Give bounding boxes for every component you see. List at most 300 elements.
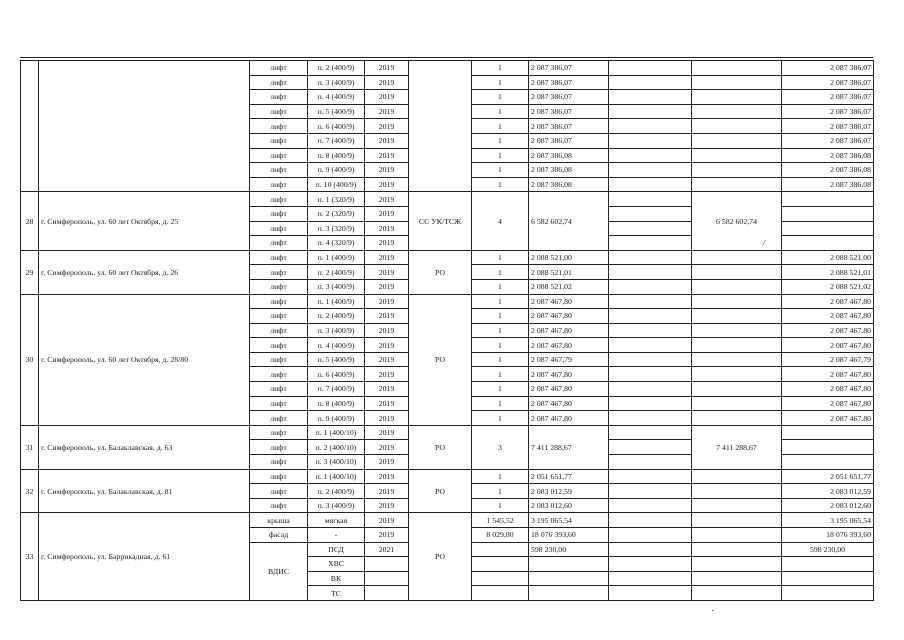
empty-cell (529, 557, 609, 572)
qty-cell: 1 (472, 250, 529, 265)
qty-cell: 1 (472, 498, 529, 513)
cost-cell: 2 083 012,60 (529, 498, 609, 513)
extra-cost-cell: 6 582 602,74 / (692, 192, 782, 250)
method-cell: РО (409, 425, 472, 469)
empty-cell (692, 148, 782, 163)
method-cell: РО (409, 294, 472, 425)
address-cell: г. Симферополь, ул. 60 лет Октября, д. 28/80 (39, 294, 250, 425)
method-cell (409, 61, 472, 192)
qty-cell: 1 (472, 323, 529, 338)
empty-cell (692, 90, 782, 105)
empty-cell (782, 571, 874, 586)
year-cell: 2019 (365, 425, 409, 440)
empty-cell (609, 177, 692, 192)
empty-cell (782, 425, 874, 440)
unit-cell: п. 3 (400/9) (308, 498, 365, 513)
work-type-cell: лифт (250, 396, 308, 411)
empty-cell (472, 542, 529, 557)
work-type-cell: лифт (250, 352, 308, 367)
number-cell: 30 (21, 294, 39, 425)
empty-cell (692, 484, 782, 499)
unit-cell: п. 6 (400/9) (308, 119, 365, 134)
empty-cell (609, 440, 692, 455)
empty-cell (609, 75, 692, 90)
unit-cell: ВК (308, 571, 365, 586)
total-cell: 2 087 386,07 (782, 75, 874, 90)
empty-cell (609, 411, 692, 426)
cost-cell: 2 088 521,02 (529, 279, 609, 294)
work-type-cell: лифт (250, 206, 308, 221)
empty-cell (782, 236, 874, 251)
cost-cell: 7 411 288,67 (529, 425, 609, 469)
empty-cell (782, 586, 874, 601)
empty-cell (609, 104, 692, 119)
empty-cell (529, 571, 609, 586)
empty-cell (609, 265, 692, 280)
number-cell: 28 (21, 192, 39, 250)
empty-cell (609, 221, 692, 236)
total-cell: 2 087 386,08 (782, 177, 874, 192)
year-cell: 2019 (365, 367, 409, 382)
empty-cell (692, 498, 782, 513)
work-type-cell: лифт (250, 382, 308, 397)
table-row (21, 61, 874, 76)
qty-cell: 1 (472, 367, 529, 382)
empty-cell (609, 148, 692, 163)
cost-cell: 2 087 467,80 (529, 382, 609, 397)
year-cell: 2019 (365, 352, 409, 367)
empty-cell (692, 586, 782, 601)
unit-cell: п. 1 (320/9) (308, 192, 365, 207)
empty-cell (782, 455, 874, 470)
unit-cell: п. 1 (400/10) (308, 469, 365, 484)
unit-cell: п. 2 (320/9) (308, 206, 365, 221)
empty-cell (692, 382, 782, 397)
year-cell: 2019 (365, 338, 409, 353)
work-type-cell: лифт (250, 90, 308, 105)
qty-cell: 1 (472, 177, 529, 192)
empty-cell (692, 338, 782, 353)
total-cell: 2 087 386,08 (782, 148, 874, 163)
top-rule (20, 57, 873, 58)
empty-cell (609, 586, 692, 601)
work-type-cell: лифт (250, 279, 308, 294)
method-cell: РО (409, 513, 472, 601)
address-cell: г. Симферополь, ул. 60 лет Октября, д. 26 (39, 250, 250, 294)
work-type-cell: лифт (250, 323, 308, 338)
total-cell: 2 088 521,00 (782, 250, 874, 265)
empty-cell (365, 586, 409, 601)
total-cell: 2 087 467,80 (782, 396, 874, 411)
unit-cell: ТС (308, 586, 365, 601)
total-cell: 2 087 467,80 (782, 294, 874, 309)
empty-cell (609, 542, 692, 557)
empty-cell (609, 469, 692, 484)
qty-cell: 1 (472, 90, 529, 105)
unit-cell: п. 4 (400/9) (308, 90, 365, 105)
empty-cell (782, 206, 874, 221)
empty-cell (692, 411, 782, 426)
cost-cell: 2 051 651,77 (529, 469, 609, 484)
unit-cell: п. 2 (400/10) (308, 440, 365, 455)
qty-cell: 4 (472, 192, 529, 250)
year-cell: 2019 (365, 469, 409, 484)
year-cell: 2019 (365, 133, 409, 148)
unit-cell: п. 6 (400/9) (308, 367, 365, 382)
work-type-cell: лифт (250, 61, 308, 76)
year-cell: 2019 (365, 163, 409, 178)
empty-cell (692, 250, 782, 265)
cost-cell: 3 195 065,54 (529, 513, 609, 528)
unit-cell: ХВС (308, 557, 365, 572)
empty-cell (692, 323, 782, 338)
total-cell: 2 087 386,07 (782, 104, 874, 119)
empty-cell (609, 382, 692, 397)
total-cell: 2 088 521,02 (782, 279, 874, 294)
unit-cell: п. 4 (320/9) (308, 236, 365, 251)
year-cell: 2019 (365, 206, 409, 221)
qty-cell: 1 (472, 163, 529, 178)
number-cell: 32 (21, 469, 39, 513)
cost-cell: 2 087 386,07 (529, 104, 609, 119)
year-cell: 2019 (365, 440, 409, 455)
total-cell: 2 087 467,80 (782, 382, 874, 397)
empty-cell (609, 163, 692, 178)
year-cell: 2019 (365, 250, 409, 265)
unit-cell: п. 10 (400/9) (308, 177, 365, 192)
empty-cell (692, 571, 782, 586)
qty-cell: 1 (472, 484, 529, 499)
empty-cell (692, 469, 782, 484)
empty-cell (609, 571, 692, 586)
empty-cell (692, 61, 782, 76)
unit-cell: п. 3 (400/9) (308, 323, 365, 338)
table-row (21, 192, 874, 207)
empty-cell (692, 309, 782, 324)
cost-cell: 2 087 386,07 (529, 90, 609, 105)
empty-cell (472, 557, 529, 572)
empty-cell (472, 586, 529, 601)
table-row (21, 513, 874, 528)
cost-cell: 18 076 393,60 (529, 528, 609, 543)
total-cell: 2 087 386,08 (782, 163, 874, 178)
unit-cell: п. 1 (400/9) (308, 250, 365, 265)
cost-cell: 598 230,00 (529, 542, 609, 557)
qty-cell: 1 (472, 75, 529, 90)
empty-cell (692, 265, 782, 280)
qty-cell: 1 (472, 265, 529, 280)
cost-cell: 2 087 467,80 (529, 294, 609, 309)
address-cell (39, 61, 250, 192)
year-cell: 2019 (365, 61, 409, 76)
year-cell: 2019 (365, 396, 409, 411)
total-cell: 2 083 012,59 (782, 484, 874, 499)
empty-cell (692, 133, 782, 148)
total-cell: 2 087 467,80 (782, 411, 874, 426)
table-row (21, 250, 874, 265)
empty-cell (609, 425, 692, 440)
empty-cell (609, 513, 692, 528)
cost-cell: 2 087 386,08 (529, 148, 609, 163)
empty-cell (692, 557, 782, 572)
year-cell: 2019 (365, 148, 409, 163)
year-cell: 2019 (365, 294, 409, 309)
total-cell: 2 087 386,07 (782, 133, 874, 148)
cost-cell: 2 087 467,79 (529, 352, 609, 367)
work-type-cell: ВДИС (250, 542, 308, 600)
total-cell: 18 076 393,60 (782, 528, 874, 543)
cost-cell: 2 087 467,80 (529, 338, 609, 353)
work-type-cell: лифт (250, 250, 308, 265)
total-cell: 2 083 012,60 (782, 498, 874, 513)
empty-cell (692, 163, 782, 178)
table-row (21, 294, 874, 309)
year-cell: 2019 (365, 221, 409, 236)
empty-cell (692, 177, 782, 192)
unit-cell: п. 8 (400/9) (308, 148, 365, 163)
qty-cell: 1 (472, 338, 529, 353)
empty-cell (609, 133, 692, 148)
cost-cell: 2 088 521,00 (529, 250, 609, 265)
qty-cell: 3 (472, 425, 529, 469)
work-type-cell: фасад (250, 528, 308, 543)
unit-cell: мягкая (308, 513, 365, 528)
total-cell: 2 087 467,80 (782, 309, 874, 324)
empty-cell (609, 61, 692, 76)
total-cell: 3 195 065,54 (782, 513, 874, 528)
unit-cell: п. 3 (400/9) (308, 279, 365, 294)
qty-cell: 1 (472, 279, 529, 294)
unit-cell: п. 4 (400/9) (308, 338, 365, 353)
method-cell: РО (409, 469, 472, 513)
table-row (21, 425, 874, 440)
empty-cell (472, 571, 529, 586)
empty-cell (692, 396, 782, 411)
cost-cell: 2 087 467,80 (529, 411, 609, 426)
total-cell: 2 051 651,77 (782, 469, 874, 484)
qty-cell: 1 (472, 469, 529, 484)
address-cell: г. Симферополь, ул. Балаклавская, д. 63 (39, 425, 250, 469)
work-type-cell: лифт (250, 75, 308, 90)
unit-cell: п. 3 (400/10) (308, 455, 365, 470)
unit-cell: п. 7 (400/9) (308, 133, 365, 148)
empty-cell (609, 294, 692, 309)
work-type-cell: лифт (250, 338, 308, 353)
unit-cell: п. 5 (400/9) (308, 104, 365, 119)
empty-cell (365, 571, 409, 586)
qty-cell: 1 (472, 133, 529, 148)
cost-cell: 2 087 386,07 (529, 75, 609, 90)
work-type-cell: лифт (250, 367, 308, 382)
empty-cell (609, 206, 692, 221)
work-type-cell: лифт (250, 498, 308, 513)
total-cell: 2 087 467,80 (782, 323, 874, 338)
empty-cell (609, 498, 692, 513)
extra-cost-value: 6 582 602,74 (716, 216, 757, 226)
empty-cell (609, 484, 692, 499)
year-cell: 2019 (365, 177, 409, 192)
empty-cell (782, 221, 874, 236)
empty-cell (782, 440, 874, 455)
unit-cell: п. 3 (400/9) (308, 75, 365, 90)
cost-cell: 2 087 386,08 (529, 163, 609, 178)
work-type-cell: лифт (250, 484, 308, 499)
empty-cell (609, 236, 692, 251)
unit-cell: п. 9 (400/9) (308, 163, 365, 178)
extra-cost-cell: 7 411 288,67 (692, 425, 782, 469)
year-cell: 2019 (365, 382, 409, 397)
empty-cell (609, 367, 692, 382)
number-cell: 29 (21, 250, 39, 294)
number-cell (21, 61, 39, 192)
empty-cell (609, 528, 692, 543)
empty-cell (692, 542, 782, 557)
work-type-cell: лифт (250, 294, 308, 309)
year-cell: 2019 (365, 192, 409, 207)
number-cell: 31 (21, 425, 39, 469)
qty-cell: 8 029,80 (472, 528, 529, 543)
empty-cell (692, 513, 782, 528)
year-cell: 2019 (365, 104, 409, 119)
work-type-cell: лифт (250, 192, 308, 207)
empty-cell (692, 528, 782, 543)
address-cell: г. Симферополь, ул. Баррикадная, д. 61 (39, 513, 250, 601)
work-type-cell: лифт (250, 309, 308, 324)
cost-cell: 2 087 467,80 (529, 367, 609, 382)
work-type-cell: лифт (250, 177, 308, 192)
work-type-cell: лифт (250, 455, 308, 470)
qty-cell: 1 (472, 309, 529, 324)
qty-cell: 1 (472, 148, 529, 163)
empty-cell (609, 338, 692, 353)
cost-cell: 2 087 386,07 (529, 119, 609, 134)
total-cell: 2 087 467,80 (782, 367, 874, 382)
empty-cell (529, 586, 609, 601)
work-type-cell: лифт (250, 469, 308, 484)
qty-cell: 1 (472, 396, 529, 411)
empty-cell (692, 367, 782, 382)
empty-cell (782, 192, 874, 207)
empty-cell (692, 279, 782, 294)
table-row (21, 469, 874, 484)
year-cell: 2019 (365, 236, 409, 251)
total-cell: 2 087 386,07 (782, 90, 874, 105)
year-cell: 2019 (365, 90, 409, 105)
year-cell: 2019 (365, 279, 409, 294)
empty-cell (609, 455, 692, 470)
work-type-cell: лифт (250, 411, 308, 426)
year-cell: 2019 (365, 265, 409, 280)
empty-cell (609, 119, 692, 134)
unit-cell: п. 1 (400/10) (308, 425, 365, 440)
year-cell: 2021 (365, 542, 409, 557)
year-cell: 2019 (365, 411, 409, 426)
qty-cell: 1 (472, 104, 529, 119)
empty-cell (609, 192, 692, 207)
empty-cell (782, 557, 874, 572)
year-cell: 2019 (365, 75, 409, 90)
unit-cell: п. 2 (400/9) (308, 484, 365, 499)
method-cell: РО (409, 250, 472, 294)
work-type-cell: лифт (250, 440, 308, 455)
cost-cell: 6 582 602,74 (529, 192, 609, 250)
cost-cell: 2 083 012,59 (529, 484, 609, 499)
unit-cell: п. 2 (400/9) (308, 265, 365, 280)
year-cell: 2019 (365, 309, 409, 324)
total-cell: 2 088 521,01 (782, 265, 874, 280)
empty-cell (609, 396, 692, 411)
work-type-cell: лифт (250, 221, 308, 236)
work-type-cell: лифт (250, 119, 308, 134)
year-cell: 2019 (365, 513, 409, 528)
cost-cell: 2 087 467,80 (529, 396, 609, 411)
unit-cell: п. 1 (400/9) (308, 294, 365, 309)
scan-speck (712, 610, 714, 611)
empty-cell (609, 279, 692, 294)
work-type-cell: лифт (250, 104, 308, 119)
cost-cell: 2 087 467,80 (529, 309, 609, 324)
address-cell: г. Симферополь, ул. Балаклавская, д. 81 (39, 469, 250, 513)
qty-cell: 1 (472, 382, 529, 397)
qty-cell: 1 (472, 411, 529, 426)
work-type-cell: лифт (250, 163, 308, 178)
qty-cell: 1 (472, 119, 529, 134)
unit-cell: п. 3 (320/9) (308, 221, 365, 236)
work-type-cell: лифт (250, 265, 308, 280)
empty-cell (692, 294, 782, 309)
year-cell: 2019 (365, 528, 409, 543)
number-cell: 33 (21, 513, 39, 601)
work-type-cell: лифт (250, 236, 308, 251)
address-cell: г. Симферополь, ул. 60 лет Октября, д. 25 (39, 192, 250, 250)
qty-cell: 1 (472, 352, 529, 367)
cost-cell: 2 087 386,07 (529, 133, 609, 148)
empty-cell (365, 557, 409, 572)
work-type-cell: крыша (250, 513, 308, 528)
total-cell: 2 087 467,79 (782, 352, 874, 367)
unit-cell: п. 9 (400/9) (308, 411, 365, 426)
cost-cell: 2 087 386,07 (529, 61, 609, 76)
empty-cell (609, 352, 692, 367)
method-cell: СС УК/ТСЖ (409, 192, 472, 250)
year-cell: 2019 (365, 119, 409, 134)
unit-cell: п. 2 (400/9) (308, 309, 365, 324)
unit-cell: п. 7 (400/9) (308, 382, 365, 397)
year-cell: 2019 (365, 323, 409, 338)
cost-cell: 2 088 521,01 (529, 265, 609, 280)
unit-cell: - (308, 528, 365, 543)
year-cell: 2019 (365, 498, 409, 513)
total-cell: 598 230,00 (782, 542, 874, 557)
empty-cell (609, 557, 692, 572)
unit-cell: ПСД (308, 542, 365, 557)
work-type-cell: лифт (250, 148, 308, 163)
total-cell: 2 087 386,07 (782, 119, 874, 134)
empty-cell (609, 309, 692, 324)
year-cell: 2019 (365, 484, 409, 499)
empty-cell (692, 104, 782, 119)
qty-cell: 1 (472, 61, 529, 76)
empty-cell (609, 90, 692, 105)
work-type-cell: лифт (250, 425, 308, 440)
unit-cell: п. 5 (400/9) (308, 352, 365, 367)
cost-cell: 2 087 467,80 (529, 323, 609, 338)
cost-cell: 2 087 386,08 (529, 177, 609, 192)
unit-cell: п. 2 (400/9) (308, 61, 365, 76)
year-cell: 2019 (365, 455, 409, 470)
qty-cell: 1 (472, 294, 529, 309)
qty-cell: 1 545,52 (472, 513, 529, 528)
